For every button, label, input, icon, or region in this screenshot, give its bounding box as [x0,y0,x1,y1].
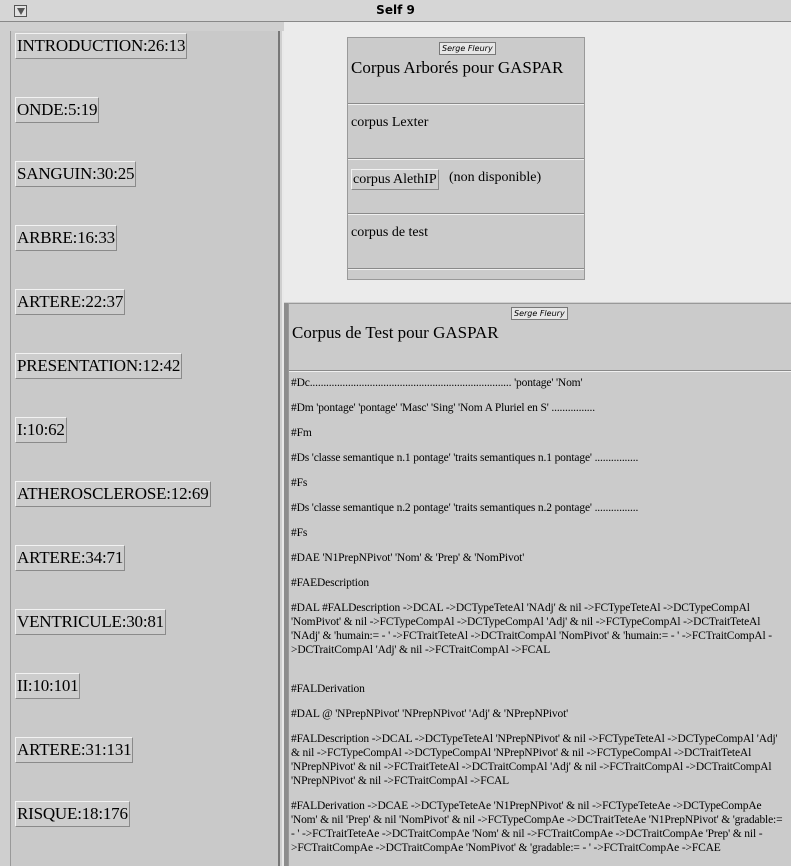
outline-list [10,31,280,866]
corpus-menu-title: Corpus Arborés pour GASPAR [351,58,564,77]
outline-item[interactable]: ARTERE:22:37 [15,289,125,315]
corpus-line: #Fs [291,527,308,539]
corpus-test-item[interactable]: corpus de test [351,225,428,240]
corpus-line: #Ds 'classe semantique n.2 pontage' 'traits semantiques n.2 pontage' ................ [291,502,639,514]
outline-item[interactable]: ARTERE:31:131 [15,737,133,763]
corpus-line: #Ds 'classe semantique n.1 pontage' 'traits semantiques n.1 pontage' ................ [291,452,639,464]
menu-separator [348,103,584,105]
outline-item[interactable]: PRESENTATION:12:42 [15,353,182,379]
outline-item[interactable]: II:10:101 [15,673,80,699]
test-corpus-title: Corpus de Test pour GASPAR [292,323,499,342]
menu-separator [348,268,584,270]
outline-item[interactable]: VENTRICULE:30:81 [15,609,166,635]
author-label: Serge Fleury [439,42,496,55]
outline-item[interactable]: I:10:62 [15,417,67,443]
outline-item[interactable]: ARBRE:16:33 [15,225,117,251]
menu-separator [348,213,584,215]
corpus-line: #Fm [291,427,312,439]
corpus-line: #DAL @ 'NPrepNPivot' 'NPrepNPivot' 'Adj' & 'NPrepNPivot' [291,708,569,720]
outline-item[interactable]: ONDE:5:19 [15,97,99,123]
outline-item[interactable]: ATHEROSCLEROSE:12:69 [15,481,211,507]
corpus-paragraph: #DAL #FALDescription ->DCAL ->DCTypeTeteAl 'NAdj' & nil ->FCTypeTeteAl ->DCTypeCompAl 'NomPivot' & nil ->FCTypeCompAl ->DCTypeCompAl 'Adj' & nil ->FCTypeCompAl ->DCTraitTeteAl 'NAdj' & 'humain:= - ' ->FCTraitTeteAl ->DCTraitCompAl 'NomPivot' & 'humain:= - ' ->FCTraitCompAl ->DCTraitCompAl 'Adj' & nil ->FCTraitCompAl ->FCAL [291,602,772,656]
corpus-line: #Dm 'pontage' 'pontage' 'Masc' 'Sing' 'Nom A Pluriel en S' ................ [291,402,595,414]
menu-separator [348,158,584,160]
window-title: Self 9 [376,3,415,17]
author-label: Serge Fleury [511,307,568,320]
corpus-paragraph: #FALDerivation ->DCAE ->DCTypeTeteAe 'N1PrepNPivot' & nil ->FCTypeTeteAe ->DCTypeCompAe 'Nom' & nil 'Prep' & nil 'NomPivot' & nil ->FCTypeCompAe ->DCTraitTeteAe 'N1PrepNPivot' & 'gradable:= - ' ->FCTraitTeteAe ->DCTraitCompAe 'Nom' & nil ->FCTraitCompAe ->DCTraitCompAe 'Prep' & nil ->FCTraitCompAe ->DCTraitCompAe 'NomPivot' & 'gradable:= - ' ->FCTraitCompAe ->FCAE [291,800,783,854]
outline-item[interactable]: ARTERE:34:71 [15,545,125,571]
title-separator [289,370,791,372]
corpus-alethip-note: (non disponible) [449,170,542,185]
corpus-line: #FAEDescription [291,577,370,589]
corpus-menu-card [347,37,585,280]
test-corpus-card [288,303,791,866]
corpus-line: #FALDerivation [291,683,365,695]
corpus-alethip-button[interactable]: corpus AlethIP [351,169,439,190]
outline-item[interactable]: SANGUIN:30:25 [15,161,136,187]
corpus-lexter-item[interactable]: corpus Lexter [351,115,429,130]
window-title-bar [0,0,791,22]
outline-item[interactable]: INTRODUCTION:26:13 [15,33,187,59]
corpus-line: #DAE 'N1PrepNPivot' 'Nom' & 'Prep' & 'NomPivot' [291,552,525,564]
corpus-paragraph: #FALDescription ->DCAL ->DCTypeTeteAl 'NPrepNPivot' & nil ->FCTypeTeteAl ->DCTypeCompAl 'Adj' & nil ->FCTypeCompAl ->DCTypeCompAl 'NPrepNPivot' & nil ->FCTypeCompAl ->DCTraitTeteAl 'NPrepNPivot' & nil ->FCTraitTeteAl ->DCTraitCompAl 'Adj' & nil ->FCTraitCompAl ->DCTraitCompAl 'NPrepNPivot' & nil ->FCTraitCompAl ->FCAL [291,733,778,787]
outline-item[interactable]: RISQUE:18:176 [15,801,130,827]
corpus-line: #Fs [291,477,308,489]
corpus-line: #Dc.......................................................................... 'pontage' 'Nom' [291,377,583,389]
